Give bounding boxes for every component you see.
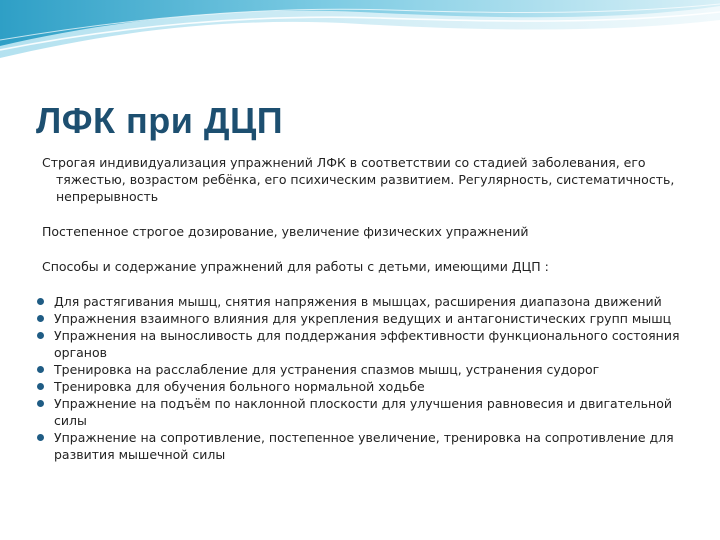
bullet-icon (37, 332, 44, 339)
exercise-list (36, 293, 686, 463)
list-item (36, 361, 686, 378)
list-item (36, 429, 686, 463)
list-item-text: Упражнение на сопротивление, постепенное увеличение, тренировка на сопротивление для развития мышечной силы (54, 430, 674, 462)
paragraph-dosage: Постепенное строгое дозирование, увеличение физических упражнений (42, 224, 529, 239)
slide-content (36, 154, 686, 463)
header-wave-decoration (0, 0, 720, 72)
list-item-text: Для растягивания мышц, снятия напряжения в мышцах, расширения диапазона движений (54, 294, 662, 309)
list-item (36, 327, 686, 361)
slide-title: ЛФК при ДЦП (36, 100, 284, 141)
list-item-text: Упражнения на выносливость для поддержания эффективности функционального состояния органов (54, 328, 680, 360)
list-item (36, 378, 686, 395)
bullet-icon (37, 434, 44, 441)
list-item-text: Упражнение на подъём по наклонной плоскости для улучшения равновесия и двигательной силы (54, 396, 672, 428)
list-item-text: Тренировка на расслабление для устранения спазмов мышц, устранения судорог (54, 362, 600, 377)
paragraph-principles: Строгая индивидуализация упражнений ЛФК в соответствии со стадией заболевания, его тяжестью, возрастом ребёнка, его психическим развитием. Регулярность, систематичность, непрерывность (42, 155, 675, 204)
list-item (36, 395, 686, 429)
bullet-icon (37, 383, 44, 390)
bullet-icon (37, 315, 44, 322)
list-item (36, 310, 686, 327)
bullet-icon (37, 400, 44, 407)
bullet-icon (37, 298, 44, 305)
list-item (36, 293, 686, 310)
list-item-text: Тренировка для обучения больного нормальной ходьбе (54, 379, 425, 394)
paragraph-methods-intro: Способы и содержание упражнений для работы с детьми, имеющими ДЦП : (42, 259, 549, 274)
bullet-icon (37, 366, 44, 373)
list-item-text: Упражнения взаимного влияния для укрепления ведущих и антагонистических групп мышц (54, 311, 672, 326)
